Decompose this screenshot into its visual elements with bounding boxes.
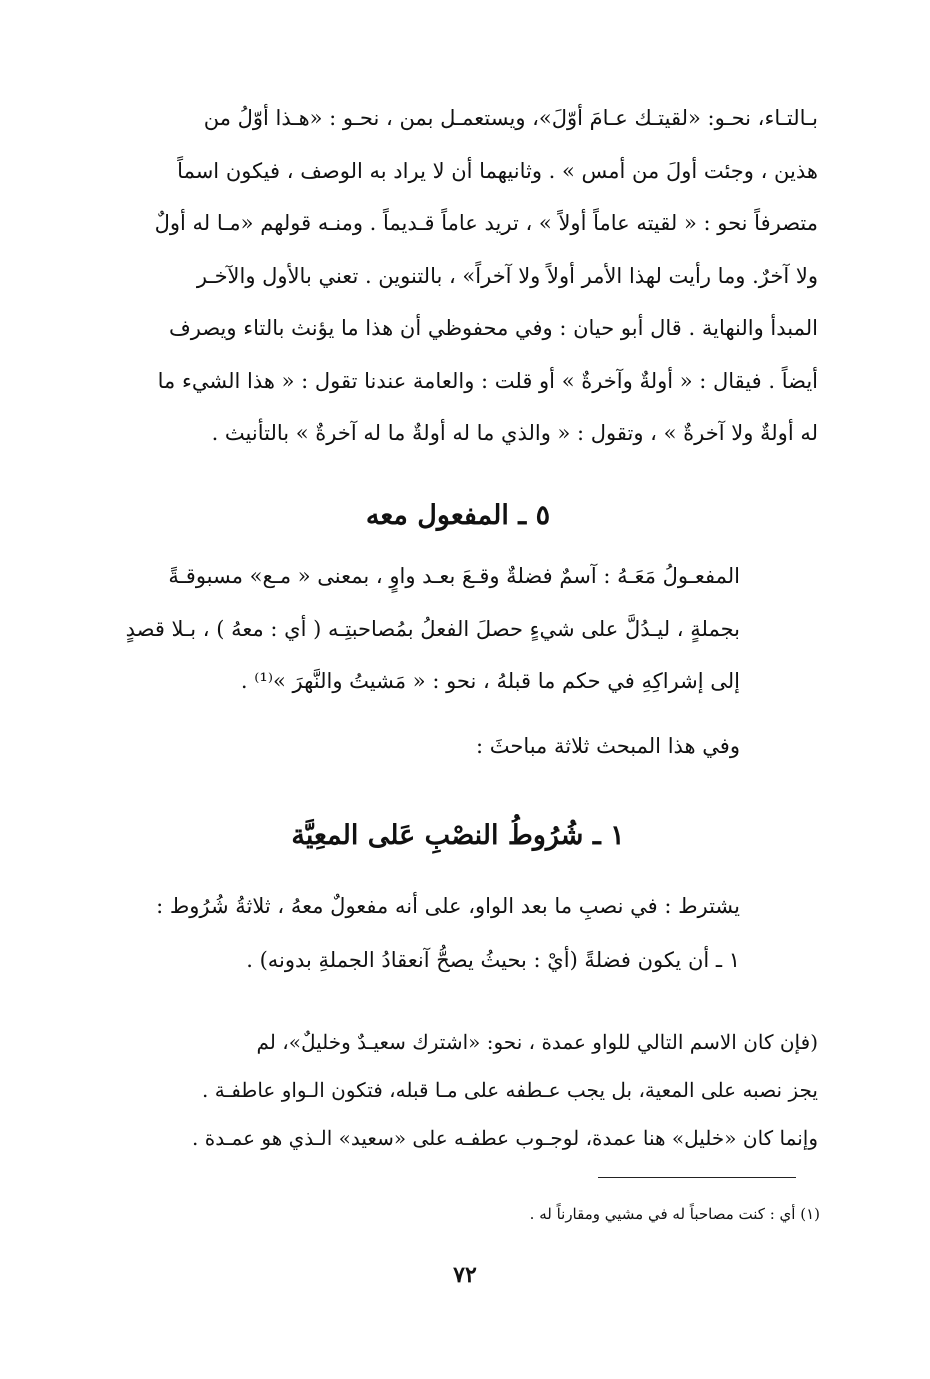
page-number: ٧٢ bbox=[453, 1262, 477, 1288]
definition-paragraph bbox=[100, 550, 740, 708]
text-line: المفعـولُ مَعَـهُ : آسمٌ فضلةٌ وقـعَ بعـد واوٍ ، بمعنى « مـع» مسبوقـةً bbox=[168, 564, 740, 588]
text-line: يشترط : في نصبِ ما بعد الواو، على أنه مفعولٌ معهُ ، ثلاثةُ شُرُوط : bbox=[156, 894, 740, 918]
section-heading: ٥ ـ المفعول معه bbox=[365, 500, 551, 531]
text-line: ولا آخرٌ. وما رأيت لهذا الأمر أولاً ولا آخراً» ، بالتنوين . تعني بالأول والآخـر bbox=[196, 263, 818, 288]
footnote-divider bbox=[598, 1177, 796, 1178]
intro-paragraph bbox=[98, 92, 818, 460]
text-line: له أولةٌ ولا آخرةٌ » ، وتقول : « والذي ما له أولةٌ ما له آخرةٌ » بالتأنيث . bbox=[211, 421, 818, 445]
text-line: وفي هذا المبحث ثلاثة مباحثَ : bbox=[475, 734, 740, 758]
note-paragraph bbox=[98, 1018, 818, 1162]
text-line: المبدأ والنهاية . قال أبو حيان : وفي محفوظي أن هذا ما يؤنث بالتاء ويصرف bbox=[168, 316, 818, 340]
topics-intro bbox=[100, 720, 740, 773]
subsection-heading: ١ ـ شُرُوطُ النصْبِ عَلى المعِيَّة bbox=[291, 820, 625, 851]
footnote: (١) أي : كنت مصاحباً له في مشيي ومقارناً له . bbox=[529, 1205, 820, 1223]
text-line: إلى إشراكِهِ في حكم ما قبلهُ ، نحو : « مَشيتُ والنَّهرَ »⁽¹⁾ . bbox=[240, 669, 740, 693]
text-line: (فإن كان الاسم التالي للواو عمدة ، نحو: «اشترك سعيـدٌ وخليلٌ»، لم bbox=[256, 1030, 818, 1054]
text-line: هذين ، وجئت أولَ من أمس » . وثانيهما أن لا يراد به الوصف ، فيكون اسماً bbox=[177, 158, 818, 183]
text-line: بـالتـاء، نحـو: «لقيتـك عـامَ أوّلَ»، ويستعمـل بمن ، نحـو : «هـذا أوّلُ من bbox=[203, 106, 818, 130]
text-line: يجز نصبه على المعية، بل يجب عـطفه على مـا قبله، فتكون الـواو عاطفـة . bbox=[202, 1078, 818, 1102]
text-line: ١ ـ أن يكون فضلةً (أيْ : بحيثُ يصحُّ آنعقادُ الجملةِ بدونه) . bbox=[246, 948, 740, 972]
text-line: بجملةٍ ، ليـدُلَّ على شيءٍ حصلَ الفعلُ بمُصاحبتِـه ( أي : معهُ ) ، بـلا قصدٍ bbox=[125, 616, 740, 641]
conditions-intro bbox=[100, 880, 740, 933]
text-line: وإنما كان «خليل» هنا عمدة، لوجـوب عطفـه على «سعيد» الـذي هو عمـدة . bbox=[192, 1126, 818, 1150]
text-line: متصرفاً نحو : « لقيته عاماً أولاً » ، تريد عاماً قـديماً . ومنـه قولهم «مـا له أولٌ bbox=[154, 211, 818, 235]
text-line: أيضاً . فيقال : « أولةٌ وآخرةٌ » أو قلت : والعامة عندنا تقول : « هذا الشيء ما bbox=[157, 368, 818, 393]
condition-1 bbox=[100, 934, 740, 987]
